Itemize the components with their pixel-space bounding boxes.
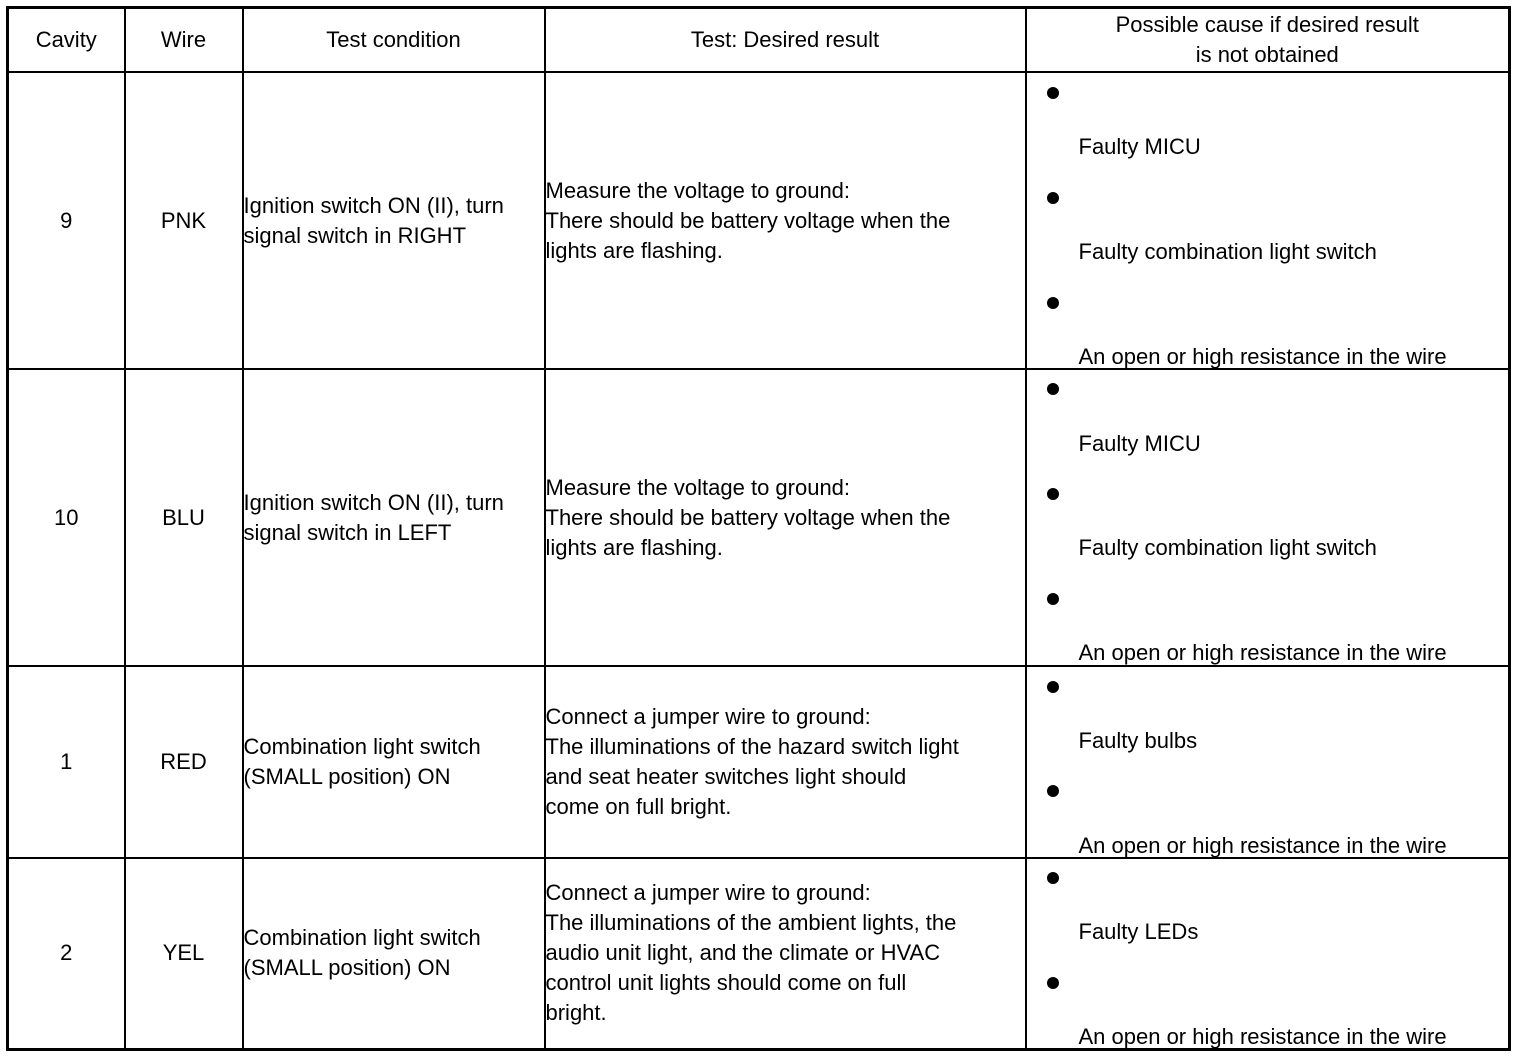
desired-result-cell: [545, 666, 1026, 857]
test-condition-cell: Combination light switch (SMALL position) ON: [243, 858, 545, 1050]
test-condition-cell: Ignition switch ON (II), turn signal switch in RIGHT: [243, 72, 545, 369]
result-line: Connect a jumper wire to ground:: [545, 703, 871, 729]
table-row: [8, 369, 1510, 666]
cause-item: Faulty combination light switch: [1078, 535, 1377, 561]
cavity-cell: 9: [8, 72, 125, 369]
desired-result-cell: [545, 72, 1026, 369]
result-line: There should be battery voltage when the: [545, 504, 951, 530]
cause-item: An open or high resistance in the wire: [1078, 1023, 1447, 1049]
header-test-condition: Test condition: [243, 8, 545, 73]
header-possible-cause: [1026, 8, 1510, 73]
cause-item: Faulty combination light switch: [1078, 239, 1377, 264]
cause-item: An open or high resistance in the wire: [1078, 640, 1447, 666]
bullet-icon: [1047, 87, 1059, 99]
result-line: control unit lights should come on full: [545, 970, 907, 996]
cavity-cell: 10: [8, 369, 125, 666]
result-line: There should be battery voltage when the: [545, 207, 951, 233]
possible-cause-cell: [1026, 666, 1510, 857]
result-line: lights are flashing.: [545, 237, 723, 263]
test-condition-cell: Combination light switch (SMALL position) ON: [243, 666, 545, 857]
result-line: bright.: [545, 1000, 607, 1026]
header-cavity: Cavity: [8, 8, 125, 73]
result-line: lights are flashing.: [545, 534, 723, 560]
possible-cause-cell: [1026, 369, 1510, 666]
cause-item: Faulty LEDs: [1078, 918, 1199, 944]
desired-result-cell: [545, 858, 1026, 1050]
cavity-cell: 2: [8, 858, 125, 1050]
desired-result-cell: [545, 369, 1026, 666]
bullet-icon: [1047, 785, 1059, 797]
cause-item: Faulty bulbs: [1078, 728, 1198, 754]
cause-item: An open or high resistance in the wire: [1078, 344, 1447, 369]
header-row: [8, 8, 1510, 73]
result-line: Measure the voltage to ground:: [545, 474, 851, 500]
bullet-icon: [1047, 681, 1059, 693]
cavity-cell: 1: [8, 666, 125, 857]
possible-cause-cell: [1026, 858, 1510, 1050]
header-possible-cause-line2: is not obtained: [1195, 42, 1339, 67]
header-wire: Wire: [125, 8, 243, 73]
possible-cause-cell: [1026, 72, 1510, 369]
test-condition-cell: Ignition switch ON (II), turn signal switch in LEFT: [243, 369, 545, 666]
bullet-icon: [1047, 192, 1059, 204]
result-line: and seat heater switches light should: [545, 763, 907, 789]
result-line: come on full bright.: [545, 793, 732, 819]
cause-list: [1027, 370, 1509, 665]
cause-list: [1027, 859, 1509, 1048]
result-line: audio unit light, and the climate or HVAC: [545, 940, 941, 966]
connector-test-table: [6, 6, 1511, 1051]
bullet-icon: [1047, 488, 1059, 500]
header-desired-result: Test: Desired result: [545, 8, 1026, 73]
cause-list: [1027, 667, 1509, 859]
cause-item: An open or high resistance in the wire: [1078, 833, 1447, 859]
wire-cell: RED: [125, 666, 243, 857]
result-line: The illuminations of the ambient lights, the: [545, 910, 957, 936]
header-possible-cause-line1: Possible cause if desired result: [1115, 12, 1419, 37]
bullet-icon: [1047, 593, 1059, 605]
bullet-icon: [1047, 977, 1059, 989]
bullet-icon: [1047, 297, 1059, 309]
table-row: [8, 666, 1510, 857]
cause-list: [1027, 73, 1509, 368]
table-row: [8, 72, 1510, 369]
cause-item: Faulty MICU: [1078, 134, 1201, 159]
result-line: Measure the voltage to ground:: [545, 177, 851, 203]
result-line: The illuminations of the hazard switch light: [545, 733, 959, 759]
result-line: Connect a jumper wire to ground:: [545, 880, 871, 906]
table-row: [8, 858, 1510, 1050]
bullet-icon: [1047, 872, 1059, 884]
bullet-icon: [1047, 383, 1059, 395]
wire-cell: PNK: [125, 72, 243, 369]
cause-item: Faulty MICU: [1078, 431, 1201, 457]
wire-cell: BLU: [125, 369, 243, 666]
wire-cell: YEL: [125, 858, 243, 1050]
